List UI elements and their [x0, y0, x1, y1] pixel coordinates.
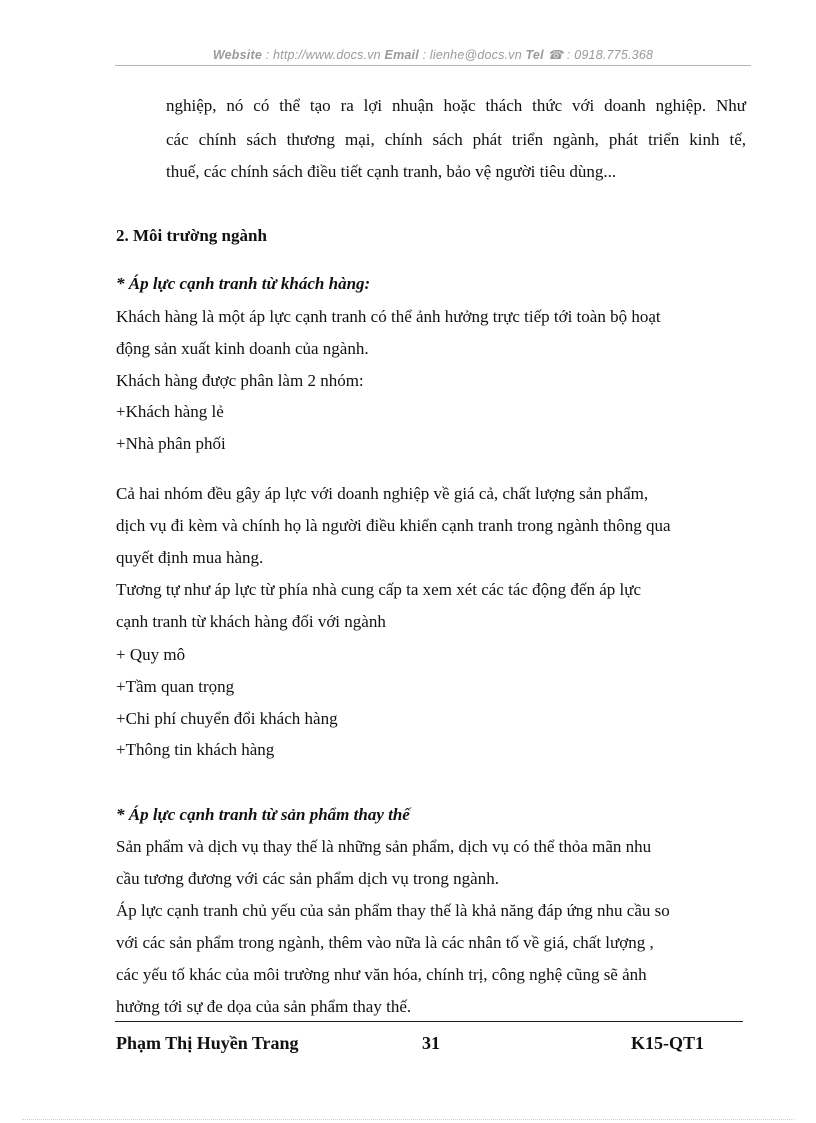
- tel-label: Tel: [525, 48, 544, 62]
- paragraph-line: Tương tự như áp lực từ phía nhà cung cấp ta xem xét các tác động đến áp lực: [116, 580, 641, 599]
- list-item: +Nhà phân phối: [116, 434, 226, 453]
- paragraph-line: quyết định mua hàng.: [116, 548, 264, 567]
- footer-author: Phạm Thị Huyền Trang: [116, 1033, 299, 1053]
- page-edge-dotted-line: [22, 1119, 794, 1120]
- paragraph-line: các yếu tố khác của môi trường như văn hóa, chính trị, công nghệ cũng sẽ ảnh: [116, 965, 647, 984]
- paragraph-line: Áp lực cạnh tranh chủ yếu của sản phẩm thay thế là khả năng đáp ứng nhu cầu so: [116, 901, 670, 920]
- paragraph-line: với các sản phẩm trong ngành, thêm vào nữa là các nhân tố về giá, chất lượng ,: [116, 933, 654, 952]
- website-url[interactable]: : http://www.docs.vn: [265, 48, 381, 62]
- paragraph-line: động sản xuất kinh doanh của ngành.: [116, 339, 369, 358]
- paragraph-line: Cả hai nhóm đều gây áp lực với doanh nghiệp về giá cả, chất lượng sản phẩm,: [116, 484, 649, 503]
- paragraph-line: cầu tương đương với các sản phẩm dịch vụ trong ngành.: [116, 869, 499, 888]
- list-item: + Quy mô: [116, 645, 186, 664]
- email-address[interactable]: : lienhe@docs.vn: [422, 48, 522, 62]
- footer-class-code: K15-QT1: [631, 1033, 705, 1053]
- paragraph-line: Khách hàng là một áp lực cạnh tranh có thể ảnh hưởng trực tiếp tới toàn bộ hoạt: [116, 307, 661, 326]
- subsection-heading: * Áp lực cạnh tranh từ sản phẩm thay thế: [116, 805, 410, 824]
- subsection-heading: * Áp lực cạnh tranh từ khách hàng:: [116, 274, 371, 293]
- footer-divider: [115, 1021, 743, 1022]
- section-heading: 2. Môi trường ngành: [116, 226, 267, 245]
- header-divider: [115, 65, 751, 66]
- tel-number: : 0918.775.368: [566, 48, 654, 62]
- list-item: +Khách hàng lẻ: [116, 402, 224, 421]
- list-item: +Thông tin khách hàng: [116, 740, 275, 759]
- phone-icon: ☎: [547, 48, 564, 62]
- page-header: [115, 47, 751, 62]
- paragraph-line: cạnh tranh từ khách hàng đối với ngành: [116, 612, 386, 631]
- paragraph-line: hưởng tới sự đe dọa của sản phẩm thay thế.: [116, 997, 412, 1016]
- email-label: Email: [384, 48, 419, 62]
- page-number: 31: [422, 1033, 440, 1053]
- paragraph-line: Khách hàng được phân làm 2 nhóm:: [116, 371, 364, 390]
- paragraph-line: nghiệp, nó có thể tạo ra lợi nhuận hoặc thách thức với doanh nghiệp. Như: [166, 96, 746, 115]
- list-item: +Tầm quan trọng: [116, 677, 235, 696]
- list-item: +Chi phí chuyển đổi khách hàng: [116, 709, 338, 728]
- paragraph-line: dịch vụ đi kèm và chính họ là người điều khiển cạnh tranh trong ngành thông qua: [116, 516, 671, 535]
- website-label: Website: [212, 48, 262, 62]
- paragraph-line: các chính sách thương mại, chính sách phát triển ngành, phát triển kinh tế,: [166, 130, 746, 149]
- paragraph-line: Sản phẩm và dịch vụ thay thế là những sản phẩm, dịch vụ có thể thỏa mãn nhu: [116, 837, 652, 856]
- paragraph-line: thuế, các chính sách điều tiết cạnh tranh, bảo vệ người tiêu dùng...: [166, 162, 617, 181]
